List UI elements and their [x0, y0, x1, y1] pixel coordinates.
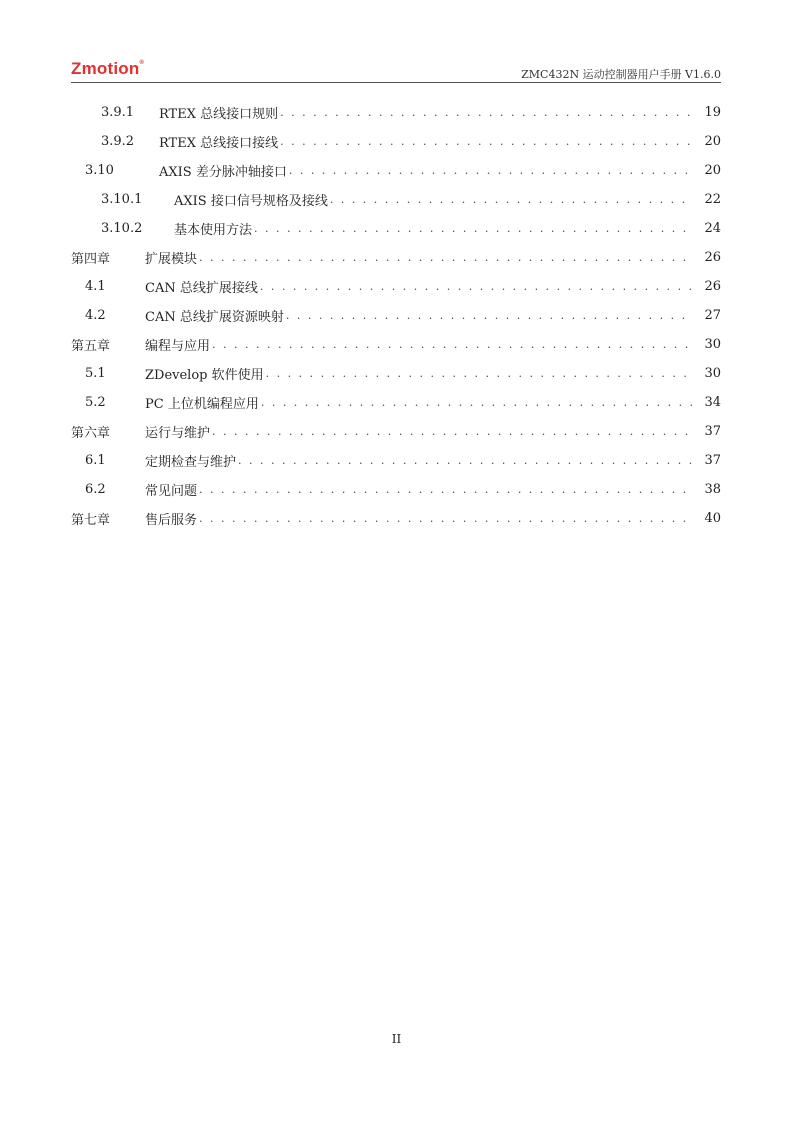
dot-leader	[330, 193, 693, 206]
toc-entry-number: 第四章	[71, 252, 111, 267]
dot-leader	[238, 454, 693, 467]
toc-entry-title: 常见问题	[145, 484, 198, 499]
toc-entry[interactable]	[71, 301, 721, 330]
toc-entry-page: 24	[704, 221, 721, 236]
toc-entry-title: RTEX 总线接口接线	[159, 136, 279, 151]
toc-entry-title: 定期检查与维护	[145, 455, 237, 470]
toc-entry-page: 30	[704, 366, 721, 381]
toc-entry-number: 6.1	[85, 453, 106, 468]
dot-leader	[260, 280, 693, 293]
header-divider	[71, 82, 721, 83]
toc-entry[interactable]	[71, 388, 721, 417]
toc-entry-number: 4.1	[85, 279, 106, 294]
toc-entry-title: CAN 总线扩展资源映射	[145, 310, 284, 325]
toc-entry-page: 27	[704, 308, 721, 323]
toc-entry-title: ZDevelop 软件使用	[145, 368, 264, 383]
toc-entry-number: 第六章	[71, 426, 111, 441]
toc-entry-page: 22	[704, 192, 721, 207]
toc-entry[interactable]	[71, 98, 721, 127]
toc-entry[interactable]	[71, 185, 721, 214]
toc-entry-page: 37	[704, 424, 721, 439]
document-title: ZMC432N 运动控制器用户手册 V1.6.0	[521, 68, 721, 81]
toc-entry-number: 6.2	[85, 482, 106, 497]
toc-entry-number: 3.9.1	[101, 105, 135, 120]
dot-leader	[286, 309, 693, 322]
dot-leader	[212, 338, 693, 351]
dot-leader	[199, 483, 693, 496]
toc-entry-number: 3.10.1	[101, 192, 143, 207]
toc-entry-page: 38	[704, 482, 721, 497]
toc-entry[interactable]	[71, 330, 721, 359]
dot-leader	[199, 251, 693, 264]
table-of-contents	[71, 98, 721, 533]
toc-entry[interactable]	[71, 504, 721, 533]
toc-entry[interactable]	[71, 243, 721, 272]
toc-entry-title: 运行与维护	[145, 426, 211, 441]
toc-entry-page: 30	[704, 337, 721, 352]
toc-entry-number: 3.10	[85, 163, 114, 178]
toc-entry-page: 19	[704, 105, 721, 120]
toc-entry[interactable]	[71, 272, 721, 301]
toc-entry-title: CAN 总线扩展接线	[145, 281, 258, 296]
dot-leader	[261, 396, 693, 409]
dot-leader	[280, 106, 693, 119]
toc-entry[interactable]	[71, 417, 721, 446]
toc-entry-title: PC 上位机编程应用	[145, 397, 259, 412]
toc-entry-page: 20	[704, 163, 721, 178]
toc-entry-title: 编程与应用	[145, 339, 211, 354]
toc-entry-page: 26	[704, 279, 721, 294]
dot-leader	[254, 222, 693, 235]
dot-leader	[289, 164, 693, 177]
toc-entry-number: 4.2	[85, 308, 106, 323]
toc-entry[interactable]	[71, 475, 721, 504]
dot-leader	[199, 512, 693, 525]
toc-entry-title: AXIS 接口信号规格及接线	[174, 194, 328, 209]
toc-entry-title: 售后服务	[145, 513, 198, 528]
toc-entry-page: 37	[704, 453, 721, 468]
toc-entry-number: 5.2	[85, 395, 106, 410]
toc-entry-title: 扩展模块	[145, 252, 198, 267]
toc-entry-number: 5.1	[85, 366, 106, 381]
toc-entry-page: 34	[704, 395, 721, 410]
toc-entry-number: 3.10.2	[101, 221, 143, 236]
toc-entry[interactable]	[71, 214, 721, 243]
toc-entry-page: 20	[704, 134, 721, 149]
registered-mark: ®	[139, 60, 145, 67]
toc-entry[interactable]	[71, 446, 721, 475]
toc-entry-page: 40	[704, 511, 721, 526]
toc-entry[interactable]	[71, 156, 721, 185]
toc-entry-number: 第七章	[71, 513, 111, 528]
toc-entry-title: AXIS 差分脉冲轴接口	[159, 165, 287, 180]
dot-leader	[280, 135, 693, 148]
zmotion-logo: Zmotion®	[71, 59, 145, 78]
page-number: II	[391, 1032, 402, 1046]
dot-leader	[212, 425, 693, 438]
toc-entry-page: 26	[704, 250, 721, 265]
toc-entry-number: 第五章	[71, 339, 111, 354]
toc-entry[interactable]	[71, 359, 721, 388]
toc-entry-number: 3.9.2	[101, 134, 135, 149]
toc-entry[interactable]	[71, 127, 721, 156]
dot-leader	[266, 367, 693, 380]
toc-entry-title: RTEX 总线接口规则	[159, 107, 279, 122]
toc-entry-title: 基本使用方法	[174, 223, 253, 238]
